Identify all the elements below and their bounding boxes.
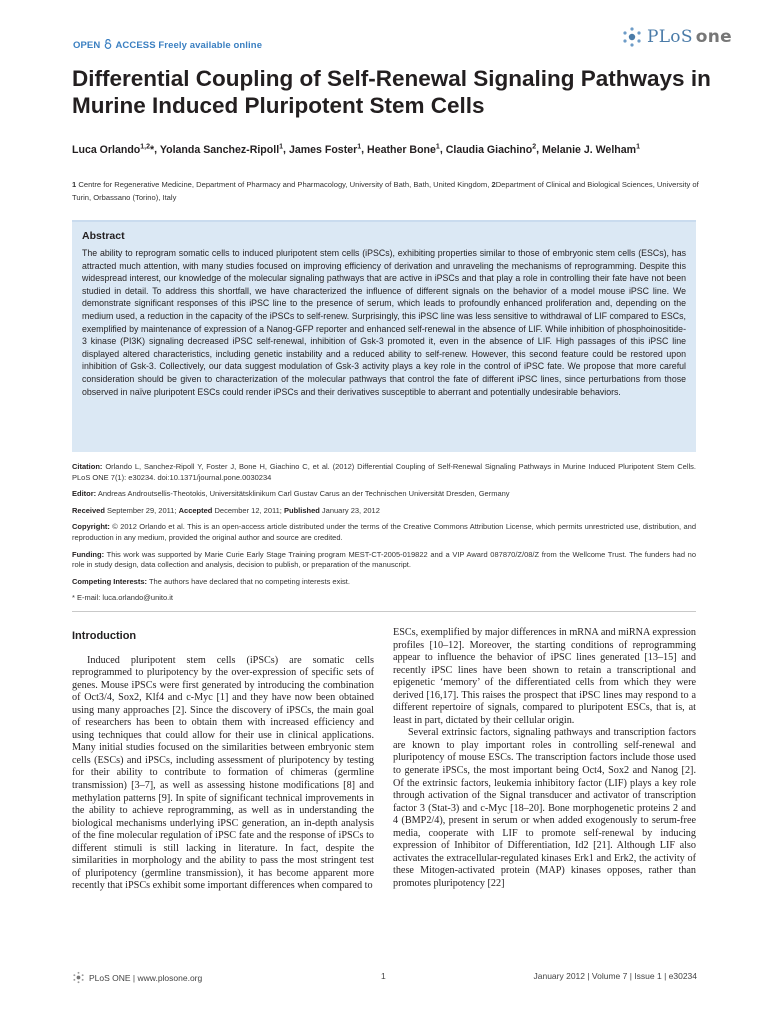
section-divider (72, 611, 696, 612)
article-metadata (72, 462, 696, 610)
open-access-banner: OPEN ACCESS Freely available online (73, 40, 263, 51)
author: James Foster$^1$ (288, 143, 362, 156)
copyright: Copyright: © 2012 Orlando et al. This is an open-access article distributed under the terms of the Creative Commons Attribution License, which permits unrestricted use, distribution, and reproduction in any medium, provided the original author and source are credited. (72, 522, 696, 542)
abstract-box (72, 220, 696, 452)
page-number: 1 (381, 971, 386, 981)
author: Claudia Giachino$^2$ (445, 143, 537, 156)
paragraph: Induced pluripotent stem cells (iPSCs) are somatic cells reprogrammed to pluripotency by the over-expression of specific sets of genes. Mouse iPSCs were first generated by introducing the combination of Oct3/4, Sox2, Klf4 and c-Myc [1] and they have now been obtained using many approaches [2]. Since the discovery of iPSCs, the main goal of researchers has been to obtain them with increased efficiency and using techniques that could allow for their use in clinical applications. Many initial studies focused on the similarities between embryonic stem cells (ESCs) and iPSCs, including assessment of pluripotency by testing for their ability to contribute to formation of chimeras (germline transmission) [3–7], as well as assessing histone modifications [8] and methylation patterns [9]. In spite of significant technical improvements in the ability to achieve reprogramming, as well as in understanding the biological mechanisms underlying iPSC generation, an in-depth analysis of the fine molecular regulation of iPSC fate and the response of iPSCs to different stimuli is still lacking in literature. In fact, despite the similarities in morphology and the ability to pass the most stringent test of pluripotency (germline transmission), it has become apparent more recently that iPSCs exhibit some important differences when compared to (72, 654, 374, 892)
open-lock-icon (104, 39, 112, 49)
abstract-heading: Abstract (82, 230, 125, 242)
citation: Citation: Orlando L, Sanchez-Ripoll Y, Foster J, Bone H, Giachino C, et al. (2012) Differential Coupling of Self-Renewal Signaling Pathways in Murine Induced Pluripotent Stem Cells. PLoS ONE 7(1): e30234. doi:10.1371/journal.pone.0030234 (72, 462, 696, 482)
author-list: Luca Orlando$^{1,2}$*, Yolanda Sanchez-Ripoll$^1$, James Foster$^1$, Heather Bone$^1$, Claudia Giachino$^2$, Melanie J. Welham$^1$ (72, 143, 640, 156)
footer-journal: PLoS ONE | www.plosone.org (72, 971, 202, 984)
editor: Editor: Andreas Androutsellis-Theotokis, Universitätsklinikum Carl Gustav Carus an der Technischen Universität Dresden, Germany (72, 489, 510, 499)
author: Luca Orlando$^{1,2}$* (72, 143, 155, 156)
competing-interests: Competing Interests: The authors have declared that no competing interests exist. (72, 576, 350, 586)
plos-logo-icon (72, 971, 85, 984)
article-title: Differential Coupling of Self-Renewal Signaling Pathways in Murine Induced Pluripotent Stem Cells (72, 66, 711, 118)
journal-wordmark: PLoS one (646, 27, 732, 47)
corresponding-email: * E-mail: luca.orlando@unito.it (72, 593, 173, 603)
body-column-right (393, 627, 696, 890)
footer-issue: January 2012 | Volume 7 | Issue 1 | e30234 (533, 971, 697, 981)
plos-logo-icon (621, 26, 643, 48)
dates: Received September 29, 2011; Accepted December 12, 2011; Published January 23, 2012 (72, 505, 380, 515)
body-column-left (72, 630, 374, 893)
funding: Funding: This work was supported by Marie Curie Early Stage Training program MEST-CT-2005-019822 and a VIP Award 087870/Z/08/Z from the Wellcome Trust. The funders had no role in study design, data collection and analysis, decision to publish, or preparation of the manuscript. (72, 549, 696, 570)
paragraph: ESCs, exemplified by major differences in mRNA and miRNA expression profiles [10–12]. Moreover, the starting conditions of reprogramming appear to influence the behavior of iPSC lines generated [13–15] and recently iPSC lines have been shown to retain a transcriptional and epigenetic ‘memory’ of the differentiated cells from which they were derived [16,17]. This raises the prospect that iPSC lines may respond to a different repertoire of signals, compared to pluripotent ESCs, that is, at least in part, dictated by their cellular origin. (393, 627, 696, 726)
paragraph: Several extrinsic factors, signaling pathways and transcription factors are known to play important roles in controlling self-renewal and pluripotency of mouse ESCs. The transcription factors include those used to generate iPSCs, the most important being Oct4, Sox2 and Nanog [2]. Of the extrinsic factors, leukemia inhibitory factor (LIF) plays a key role through activation of the Signal transducer and activator of transcription factor 3 (Stat-3) and c-Myc [18–20]. Bone morphogenetic proteins 2 and 4 (BMP2/4), present in serum or when added exogenously to serum-free media, cooperate with LIF to promote self-renewal by inducing expression of Inhibitor of Differentiation, Id2 [21]. Although LIF also activates the extracellular-regulated kinases Erk1 and Erk2, the activity of these Mitogen-activated protein (MAP) kinases opposes, rather than promotes pluripotency [22] (393, 727, 696, 889)
journal-logo (621, 26, 732, 48)
author: Yolanda Sanchez-Ripoll$^1$ (159, 143, 284, 156)
affiliations: 1 Centre for Regenerative Medicine, Department of Pharmacy and Pharmacology, University of Bath, Bath, United Kingdom, 2Department of Clinical and Biological Sciences, University of Turin, Orbassano (Torino), Italy (72, 180, 699, 202)
author: Heather Bone$^1$ (367, 143, 440, 156)
abstract-text: The ability to reprogram somatic cells to induced pluripotent stem cells (iPSCs), exhibiting properties similar to those of embryonic stem cells (ESCs), has attracted much attention, with many studies focused on improving efficiency of derivation and unraveling the mechanisms of reprogramming. Despite this widespread interest, our knowledge of the molecular signaling pathways that are active in iPSCs and that play a role in controlling their fate have not been studied in detail. To address this shortfall, we have characterized the influence of different signals on the behavior of a model mouse iPSC line. We demonstrate significant responses of this iPSC line to the presence of serum, which leads to profoundly enhanced proliferation and, depending on the medium used, a reduction in the capacity of the iPSCs to self-renew. Surprisingly, this iPSC line was less sensitive to withdrawal of LIF compared to ESCs, exemplified by maintenance of expression of a Nanog-GFP reporter and enhanced self-renewal in the absence of LIF. While inhibition of phosphoinositide-3 kinase (PI3K) signaling decreased iPSC self-renewal, inhibition of Gsk-3 promoted it, even in the absence of LIF. High passages of this iPSC line displayed altered characteristics, including genetic instability and a reduced ability to self-renew. However, this second feature could be restored upon inhibition of Gsk-3. Collectively, our data suggest modulation of Gsk-3 activity plays a key role in the control of iPSC fate. We propose that more careful consideration should be given to characterization of the molecular pathways that control the fate of different iPSC lines, since perturbations from those observed in naïve pluripotent ESCs could render iPSCs and their derivatives susceptible to aberrant and potentially undesirable behaviors. (82, 248, 686, 397)
author: Melanie J. Welham$^1$ (542, 143, 640, 156)
introduction-heading: Introduction (72, 630, 137, 642)
